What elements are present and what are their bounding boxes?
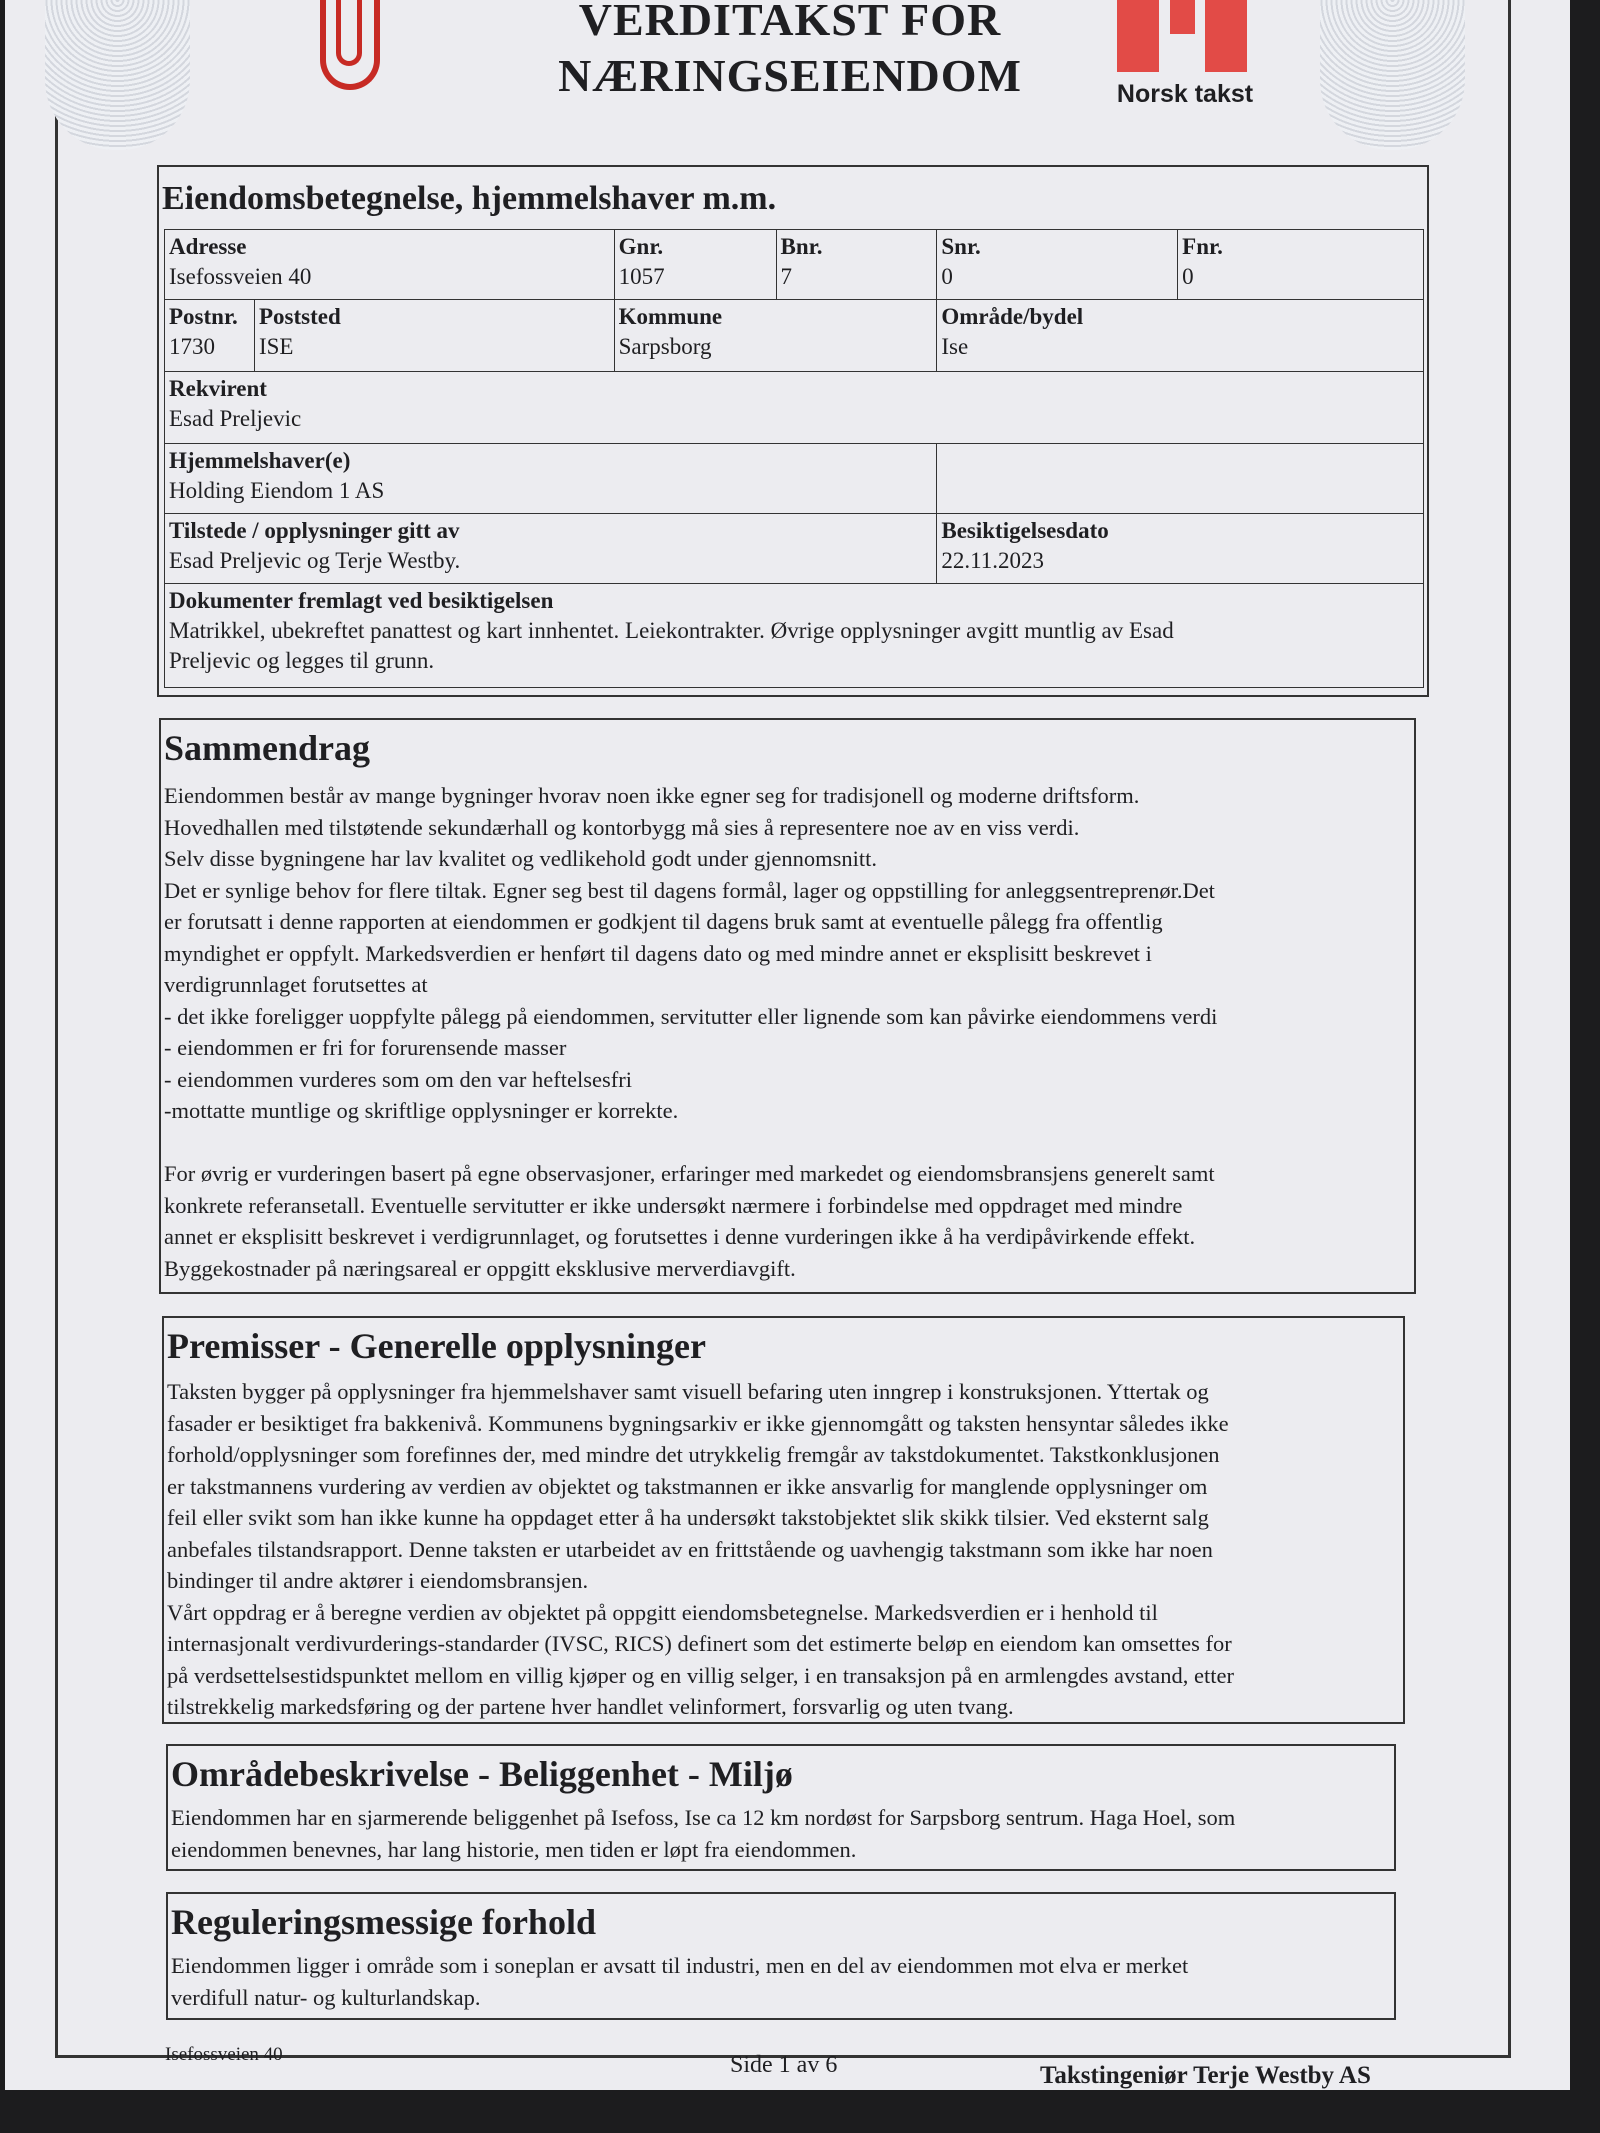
label-gnr: Gnr. <box>618 234 664 259</box>
title-line-2: NÆRINGSEIENDOM <box>558 50 1022 101</box>
sammendrag-line: er forutsatt i denne rapporten at eiendommen er godkjent til dagens bruk samt at eventuelle pålegg fra offentlig <box>164 909 1163 934</box>
value-rekvirent: Esad Preljevic <box>169 406 302 431</box>
sammendrag-line <box>164 1127 1410 1159</box>
regulering-section <box>166 1892 1396 2020</box>
sammendrag-line: myndighet er oppfylt. Markedsverdien er henført til dagens dato og med mindre annet er eksplisitt beskrevet i <box>164 940 1152 966</box>
premisser-line: forhold/opplysninger som forefinnes der, med mindre det utrykkelig fremgår av takstdokumentet. Takstkonklusjonen <box>167 1442 1220 1467</box>
guilloche-ornament-right <box>1320 0 1465 150</box>
label-kommune: Kommune <box>618 304 723 329</box>
norsk-takst-logo <box>1110 0 1260 112</box>
omrade-title: Områdebeskrivelse - Beliggenhet - Miljø <box>171 1754 793 1794</box>
premisser-line: bindinger til andre aktører i eiendomsbransjen. <box>167 1568 589 1593</box>
value-poststed: ISE <box>258 334 294 359</box>
label-besiktigelsesdato: Besiktigelsesdato <box>941 518 1109 543</box>
sammendrag-text <box>164 780 1410 1284</box>
premisser-line: på verdsettelsestidspunktet mellom en villig kjøper og en villig selger, i en transaksjon på en armlengdes avstand, etter <box>167 1662 1234 1688</box>
sammendrag-line: Det er synlige behov for flere tiltak. Egner seg best til dagens formål, lager og oppstilling for anleggsentreprenør.Det <box>164 877 1215 903</box>
cell-empty <box>937 444 1424 514</box>
label-fnr: Fnr. <box>1182 234 1223 259</box>
sammendrag-line: For øvrig er vurderingen basert på egne observasjoner, erfaringer med markedet og eiendomsbransjens generelt samt <box>164 1161 1215 1186</box>
label-poststed: Poststed <box>258 304 341 329</box>
premisser-line: fasader er besiktiget fra bakkenivå. Kommunens bygningsarkiv er ikke gjennomgått og taksten hensyntar således ikke <box>167 1410 1229 1436</box>
sammendrag-line: verdigrunnlaget forutsettes at <box>164 972 428 997</box>
omrade-text <box>171 1802 1391 1865</box>
cell-besiktigelsesdato <box>937 514 1424 584</box>
cell-snr <box>937 230 1178 300</box>
regulering-title: Reguleringsmessige forhold <box>171 1902 596 1942</box>
label-bnr: Bnr. <box>780 234 823 259</box>
premisser-title: Premisser - Generelle opplysninger <box>167 1326 706 1366</box>
property-title: Eiendomsbetegnelse, hjemmelshaver m.m. <box>162 180 777 217</box>
cell-poststed <box>254 300 614 372</box>
value-snr: 0 <box>941 264 953 289</box>
cell-rekvirent <box>165 372 1424 444</box>
logo-text: Norsk takst <box>1116 80 1254 108</box>
premisser-line: er takstmannens vurdering av verdien av objektet og takstmannen er ikke ansvarlig for manglende opplysninger om <box>167 1473 1208 1499</box>
label-adresse: Adresse <box>169 234 247 259</box>
premisser-line: feil eller svikt som han ikke kunne ha oppdaget etter å ha undersøkt takstobjektet slik skikk tilsier. Ved eksternt salg <box>167 1505 1209 1530</box>
sammendrag-line: - eiendommen er fri for forurensende masser <box>164 1035 567 1060</box>
paperclip-inner <box>336 0 362 66</box>
premisser-text <box>167 1376 1400 1723</box>
logo-bar <box>1170 0 1195 34</box>
property-section <box>157 165 1429 697</box>
sammendrag-line: Selv disse bygningene har lav kvalitet og vedlikehold godt under gjennomsnitt. <box>164 846 878 871</box>
logo-bar <box>1205 0 1247 72</box>
premisser-section <box>162 1316 1405 1724</box>
document-title <box>520 0 1060 104</box>
cell-omrade <box>937 300 1424 372</box>
omrade-line: Eiendommen har en sjarmerende beliggenhet på Isefoss, Ise ca 12 km nordøst for Sarpsborg sentrum. Haga Hoel, som <box>171 1805 1236 1830</box>
property-table <box>164 229 1424 688</box>
value-bnr: 7 <box>780 264 792 289</box>
value-kommune: Sarpsborg <box>618 334 712 359</box>
label-rekvirent: Rekvirent <box>169 376 267 401</box>
value-dokumenter-line1: Matrikkel, ubekreftet panattest og kart innhentet. Leiekontrakter. Øvrige opplysninger avgitt muntlig av Esad <box>169 618 1174 643</box>
sammendrag-line: - eiendommen vurderes som om den var heftelsesfri <box>164 1066 632 1092</box>
value-besiktigelsesdato: 22.11.2023 <box>941 548 1045 573</box>
value-adresse: Isefossveien 40 <box>169 264 312 289</box>
cell-kommune <box>614 300 937 372</box>
guilloche-ornament-left <box>45 0 190 150</box>
sammendrag-line: - det ikke foreligger uoppfylte pålegg på eiendommen, servitutter eller lignende som kan påvirke eiendommens verdi <box>164 1003 1218 1029</box>
sammendrag-line: Hovedhallen med tilstøtende sekundærhall og kontorbygg må sies å representere noe av en viss verdi. <box>164 814 1080 840</box>
value-tilstede: Esad Preljevic og Terje Westby. <box>169 548 461 573</box>
cell-gnr <box>614 230 776 300</box>
premisser-line: anbefales tilstandsrapport. Denne taksten er utarbeidet av en frittstående og uavhengig takstmann som ikke har noen <box>167 1536 1213 1562</box>
label-tilstede: Tilstede / opplysninger gitt av <box>169 518 460 543</box>
cell-bnr <box>776 230 937 300</box>
footer-page-number: Side 1 av 6 <box>730 2052 838 2078</box>
cell-adresse <box>165 230 615 300</box>
label-postnr: Postnr. <box>169 304 238 329</box>
premisser-line: Vårt oppdrag er å beregne verdien av objektet på oppgitt eiendomsbetegnelse. Markedsverdien er i henhold til <box>167 1599 1158 1625</box>
cell-hjemmelshaver <box>165 444 937 514</box>
value-postnr: 1730 <box>169 334 215 359</box>
label-dokumenter: Dokumenter fremlagt ved besiktigelsen <box>169 588 554 613</box>
regulering-line: Eiendommen ligger i område som i soneplan er avsatt til industri, men en del av eiendommen mot elva er merket <box>171 1953 1189 1978</box>
omrade-line: eiendommen benevnes, har lang historie, men tiden er løpt fra eiendommen. <box>171 1836 857 1862</box>
label-omrade: Område/bydel <box>941 304 1084 329</box>
value-omrade: Ise <box>941 334 969 359</box>
cell-fnr <box>1178 230 1424 300</box>
sammendrag-line: Eiendommen består av mange bygninger hvorav noen ikke egner seg for tradisjonell og moderne driftsform. <box>164 783 1140 808</box>
value-hjemmelshaver: Holding Eiendom 1 AS <box>169 478 385 503</box>
cell-dokumenter <box>165 584 1424 688</box>
label-hjemmelshaver: Hjemmelshaver(e) <box>169 448 351 473</box>
sammendrag-line: Byggekostnader på næringsareal er oppgitt eksklusive merverdiavgift. <box>164 1255 796 1281</box>
premisser-line: internasjonalt verdivurderings-standarder (IVSC, RICS) definert som det estimerte beløp en eiendom kan omsettes for <box>167 1631 1232 1656</box>
label-snr: Snr. <box>941 234 981 259</box>
premisser-line: Taksten bygger på opplysninger fra hjemmelshaver samt visuell befaring uten inngrep i konstruksjonen. Yttertak og <box>167 1379 1209 1404</box>
sammendrag-title: Sammendrag <box>164 728 370 768</box>
regulering-line: verdifull natur- og kulturlandskap. <box>171 1984 481 2010</box>
logo-bar <box>1117 0 1159 72</box>
cell-tilstede <box>165 514 937 584</box>
sammendrag-section <box>159 718 1416 1294</box>
value-dokumenter-line2: Preljevic og legges til grunn. <box>169 648 435 673</box>
sammendrag-line: annet er eksplisitt beskrevet i verdigrunnlaget, og forutsettes i denne vurderingen ikke å ha verdipåvirkende effekt. <box>164 1224 1196 1249</box>
footer-address: Isefossveien 40 <box>165 2044 283 2065</box>
value-gnr: 1057 <box>618 264 665 289</box>
footer-company: Takstingeniør Terje Westby AS <box>1040 2062 1371 2089</box>
cell-postnr <box>165 300 255 372</box>
sammendrag-line: -mottatte muntlige og skriftlige opplysninger er korrekte. <box>164 1098 679 1123</box>
sammendrag-line: konkrete referansetall. Eventuelle servitutter er ikke undersøkt nærmere i forbindelse med oppdraget med mindre <box>164 1192 1183 1218</box>
title-line-1: VERDITAKST FOR <box>578 0 1002 45</box>
premisser-line: tilstrekkelig markedsføring og der partene hver handlet velinformert, forsvarlig og uten tvang. <box>167 1694 1014 1719</box>
regulering-text <box>171 1950 1391 2013</box>
value-fnr: 0 <box>1182 264 1194 289</box>
omrade-section <box>166 1744 1396 1871</box>
